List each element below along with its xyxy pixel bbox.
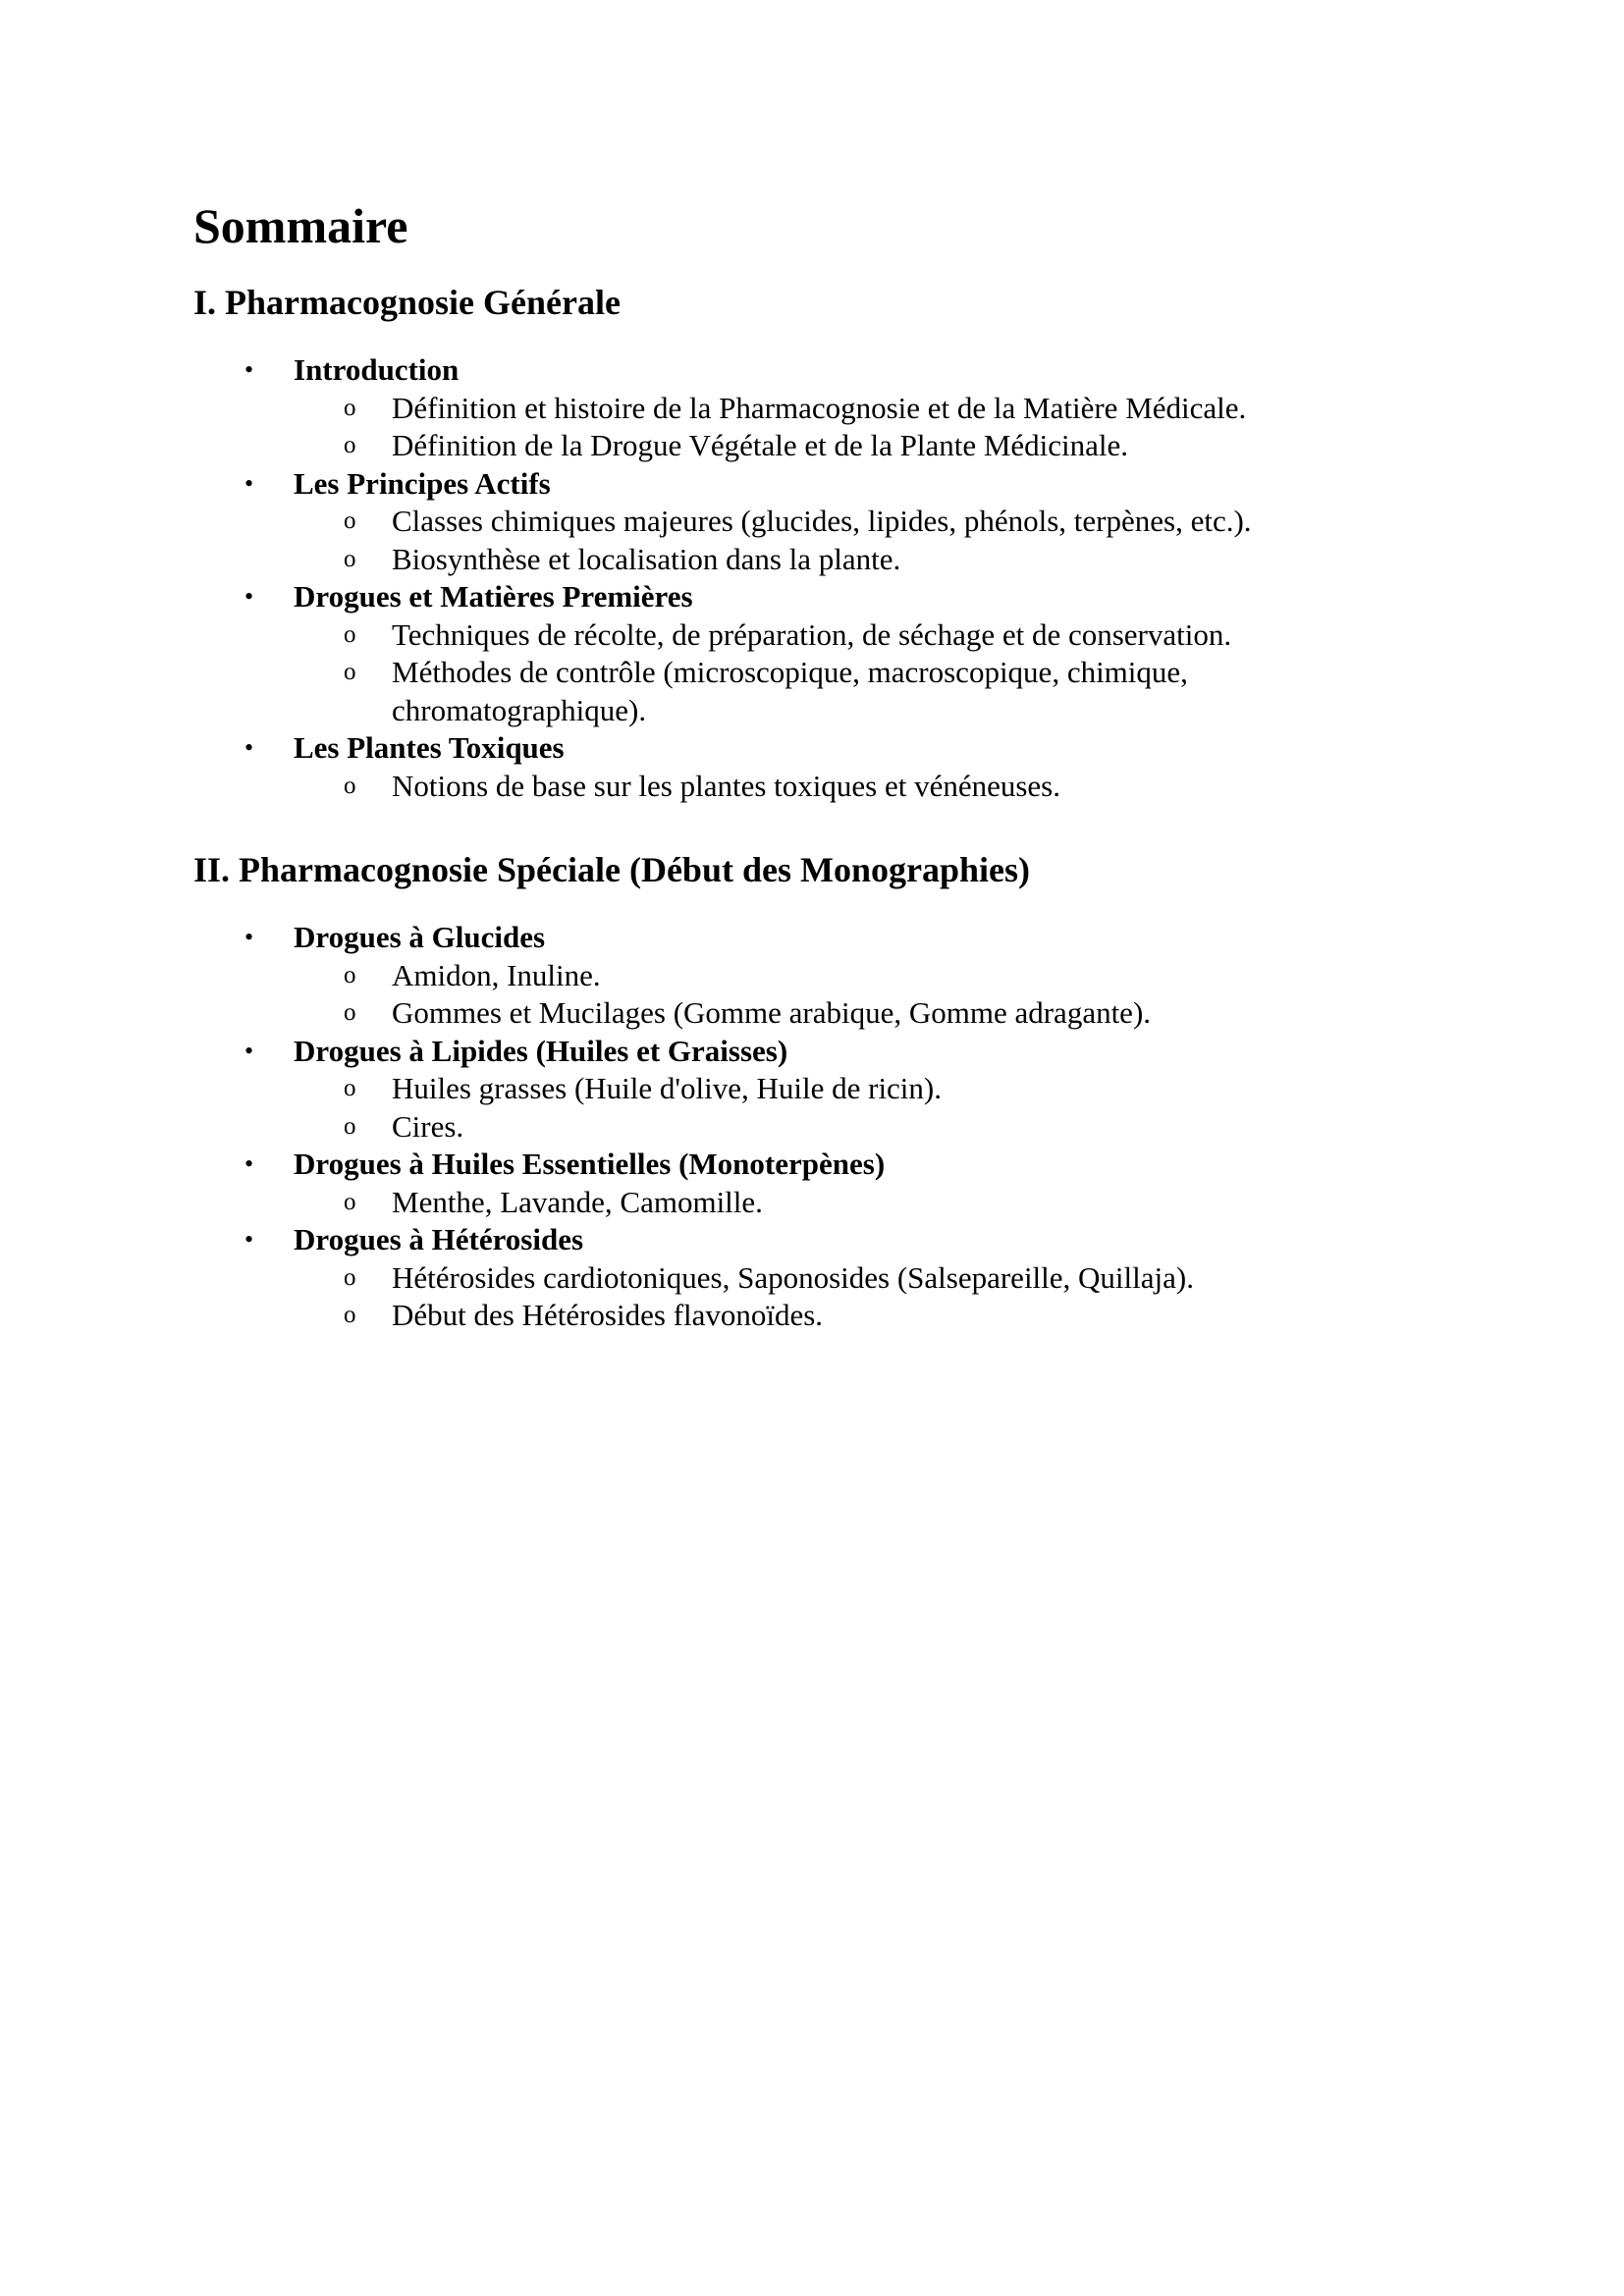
circle-bullet-icon: o [344, 507, 356, 534]
subtopic-list [294, 1070, 1431, 1146]
topic-item [193, 919, 1431, 1033]
circle-bullet-icon: o [344, 1302, 356, 1328]
subtopic-text: Techniques de récolte, de préparation, de séchage et de conservation. [392, 616, 1232, 652]
topic-item [193, 729, 1431, 805]
topic-item [193, 1146, 1431, 1221]
topic-item [193, 1221, 1431, 1335]
bullet-icon: • [244, 923, 254, 951]
circle-bullet-icon: o [344, 545, 356, 572]
subtopic-item [294, 1297, 1431, 1335]
section-title: I. Pharmacognosie Générale [193, 283, 621, 322]
subtopic-text: Menthe, Lavande, Camomille. [392, 1184, 763, 1219]
circle-bullet-icon: o [344, 1075, 356, 1101]
subtopic-text: Classes chimiques majeures (glucides, lipides, phénols, terpènes, etc.). [392, 504, 1252, 538]
subtopic-item [294, 1184, 1431, 1222]
circle-bullet-icon: o [344, 961, 356, 988]
subtopic-item [294, 654, 1431, 729]
bullet-icon: • [244, 733, 254, 762]
topic-list [193, 919, 1431, 1335]
topic-item [193, 351, 1431, 465]
subtopic-text: Huiles grasses (Huile d'olive, Huile de ricin). [392, 1071, 942, 1105]
circle-bullet-icon: o [344, 620, 356, 648]
topic-item [193, 465, 1431, 579]
subtopic-item [294, 957, 1431, 995]
sections-container [193, 275, 1431, 1335]
topic-label: Drogues et Matières Premières [294, 579, 693, 614]
subtopic-item [294, 1108, 1431, 1147]
subtopic-text: Définition de la Drogue Végétale et de la Plante Médicinale. [392, 428, 1129, 462]
subtopic-item [294, 1070, 1431, 1108]
topic-label: Les Plantes Toxiques [294, 730, 565, 765]
bullet-icon: • [244, 355, 254, 384]
topic-item [193, 1033, 1431, 1147]
subtopic-list [294, 503, 1431, 578]
subtopic-text: Hétérosides cardiotoniques, Saponosides (Salsepareille, Quillaja). [392, 1259, 1194, 1295]
subtopic-text: Notions de base sur les plantes toxiques et vénéneuses. [392, 768, 1060, 803]
circle-bullet-icon: o [344, 432, 356, 458]
circle-bullet-icon: o [344, 772, 356, 799]
circle-bullet-icon: o [344, 659, 356, 685]
subtopic-item [294, 541, 1431, 579]
topic-label: Les Principes Actifs [294, 465, 551, 501]
subtopic-text: Biosynthèse et localisation dans la plante. [392, 541, 901, 576]
topic-label: Drogues à Lipides (Huiles et Graisses) [294, 1033, 788, 1068]
topic-list [193, 351, 1431, 805]
subtopic-text: Début des Hétérosides flavonoïdes. [392, 1298, 824, 1332]
subtopic-item [294, 1259, 1431, 1298]
subtopic-list [294, 957, 1431, 1033]
subtopic-list [294, 1259, 1431, 1335]
bullet-icon: • [244, 1225, 254, 1254]
subtopic-list [294, 768, 1431, 806]
topic-label: Drogues à Hétérosides [294, 1222, 584, 1256]
subtopic-item [294, 503, 1431, 541]
bullet-icon: • [244, 582, 254, 611]
circle-bullet-icon: o [344, 1188, 356, 1215]
subtopic-text: Méthodes de contrôle (microscopique, macroscopique, chimique, chromatographique). [392, 655, 1188, 727]
subtopic-item [294, 390, 1431, 428]
topic-label: Introduction [294, 352, 460, 387]
subtopic-list [294, 1184, 1431, 1222]
subtopic-item [294, 616, 1431, 655]
bullet-icon: • [244, 1036, 254, 1065]
section-title: II. Pharmacognosie Spéciale (Début des Monographies) [193, 850, 1030, 889]
bullet-icon: • [244, 1149, 254, 1178]
document-page [193, 187, 1431, 1335]
subtopic-list [294, 390, 1431, 465]
subtopic-text: Définition et histoire de la Pharmacognosie et de la Matière Médicale. [392, 390, 1247, 425]
circle-bullet-icon: o [344, 999, 356, 1026]
subtopic-item [294, 768, 1431, 806]
topic-label: Drogues à Glucides [294, 920, 546, 954]
subtopic-item [294, 994, 1431, 1033]
circle-bullet-icon: o [344, 394, 356, 421]
topic-item [193, 578, 1431, 729]
circle-bullet-icon: o [344, 1112, 356, 1140]
subtopic-text: Cires. [392, 1108, 464, 1144]
bullet-icon: • [244, 468, 254, 498]
subtopic-list [294, 616, 1431, 730]
subtopic-text: Gommes et Mucilages (Gomme arabique, Gomme adragante). [392, 995, 1152, 1030]
subtopic-text: Amidon, Inuline. [392, 957, 601, 992]
document-title: Sommaire [193, 198, 408, 253]
subtopic-item [294, 427, 1431, 465]
topic-label: Drogues à Huiles Essentielles (Monoterpènes) [294, 1147, 886, 1181]
circle-bullet-icon: o [344, 1263, 356, 1291]
